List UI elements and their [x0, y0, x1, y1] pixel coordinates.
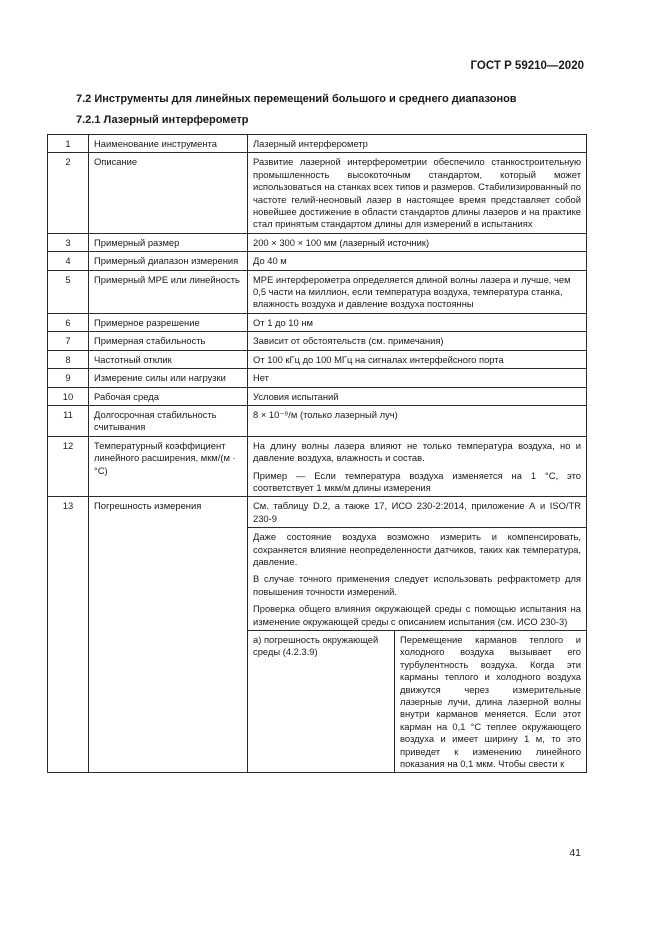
row-parameter: Описание	[89, 153, 248, 233]
sub-parameter: а) погрешность окружающей среды (4.2.3.9)	[248, 631, 395, 773]
note-paragraph: Даже состояние воздуха возможно измерить и компенсировать, сохраняется влияние неопределенности датчиков, таких как температура, давление.	[253, 531, 581, 567]
row-value: Условия испытаний	[248, 387, 587, 405]
row-number: 6	[48, 313, 89, 331]
table-row	[48, 270, 587, 313]
row-value: От 1 до 10 нм	[248, 313, 587, 331]
row-number: 4	[48, 252, 89, 270]
row-value: 8 × 10⁻⁹/м (только лазерный луч)	[248, 405, 587, 436]
page-number: 41	[569, 847, 581, 859]
row-value: 200 × 300 × 100 мм (лазерный источник)	[248, 233, 587, 251]
row-value: См. таблицу D.2, а также 17, ИСО 230-2:2014, приложение А и ISO/TR 230-9	[248, 497, 587, 528]
row-parameter: Измерение силы или нагрузки	[89, 369, 248, 387]
specification-table	[47, 134, 587, 773]
row-value-text: На длину волны лазера влияют не только температура воздуха, но и давление воздуха, влажность и состав.	[253, 439, 581, 464]
row-value	[248, 436, 587, 497]
table-row	[48, 153, 587, 233]
row-parameter: Примерный размер	[89, 233, 248, 251]
row-value-notes	[248, 528, 587, 631]
row-parameter: Частотный отклик	[89, 350, 248, 368]
row-number: 12	[48, 436, 89, 497]
row-parameter: Рабочая среда	[89, 387, 248, 405]
row-number: 10	[48, 387, 89, 405]
row-number: 8	[48, 350, 89, 368]
table-row	[48, 313, 587, 331]
row-parameter: Примерная стабильность	[89, 332, 248, 350]
table-row	[48, 497, 587, 528]
section-title: 7.2 Инструменты для линейных перемещений большого и среднего диапазонов	[76, 93, 517, 105]
table-row	[48, 252, 587, 270]
table-row	[48, 332, 587, 350]
row-parameter: Температурный коэффициент линейного расширения, мкм/(м · °С)	[89, 436, 248, 497]
table-row	[48, 369, 587, 387]
note-paragraph: Проверка общего влияния окружающей среды с помощью испытания на изменение окружающей среды с описанием испытания (см. ИСО 230-3)	[253, 603, 581, 627]
row-parameter: Долгосрочная стабильность считывания	[89, 405, 248, 436]
row-value: Зависит от обстоятельств (см. примечания)	[248, 332, 587, 350]
document-code: ГОСТ Р 59210—2020	[470, 60, 584, 72]
note-paragraph: В случае точного применения следует использовать рефрактометр для повышения точности измерений.	[253, 573, 581, 597]
row-parameter: Примерное разрешение	[89, 313, 248, 331]
row-number: 3	[48, 233, 89, 251]
row-value: Нет	[248, 369, 587, 387]
subsection-title: 7.2.1 Лазерный интерферометр	[76, 114, 249, 126]
table-row	[48, 350, 587, 368]
row-parameter: Наименование инструмента	[89, 135, 248, 153]
table-row	[48, 436, 587, 497]
row-number: 2	[48, 153, 89, 233]
row-value: Развитие лазерной интерферометрии обеспечило станкостроительную промышленность высокоточным стандартом, который может использоваться на станках всех типов и размеров. Стабилизированный по частоте гелий-неоновый лазер в настоящее время представляет собой новейшее достижение в области стандартов длины лазеров и на практике стал принятым стандартом длины для измерений в испытаниях	[248, 153, 587, 233]
row-parameter: Примерный диапазон измерения	[89, 252, 248, 270]
row-parameter: Погрешность измерения	[89, 497, 248, 773]
row-value: Лазерный интерферометр	[248, 135, 587, 153]
row-number: 9	[48, 369, 89, 387]
row-value: МРЕ интерферометра определяется длиной волны лазера и лучше, чем 0,5 части на миллион, если температура воздуха, температура станка, влажность воздуха и давление воздуха постоянны	[248, 270, 587, 313]
table-row	[48, 233, 587, 251]
row-value: От 100 кГц до 100 МГц на сигналах интерфейсного порта	[248, 350, 587, 368]
row-number: 1	[48, 135, 89, 153]
table-row	[48, 135, 587, 153]
row-parameter: Примерный МРЕ или линейность	[89, 270, 248, 313]
row-number: 7	[48, 332, 89, 350]
table-row	[48, 405, 587, 436]
table-row	[48, 387, 587, 405]
row-number: 11	[48, 405, 89, 436]
row-number: 5	[48, 270, 89, 313]
row-number: 13	[48, 497, 89, 773]
row-value-example: Пример — Если температура воздуха изменяется на 1 °С, это соответствует 1 мкм/м длины измерения	[253, 469, 581, 493]
sub-description: Перемещение карманов теплого и холодного воздуха вызывает его турбулентность воздуха. Когда эти карманы теплого и холодного воздуха движутся через измерительные лазерные лучи, длина лазерной волны внутри карманов меняется. Если этот карман на 0,1 °С теплее окружающего воздуха и имеет ширину 1 м, то это приведет к изменению линейного показания на 0,1 мкм. Чтобы свести к	[395, 631, 587, 773]
row-value: До 40 м	[248, 252, 587, 270]
